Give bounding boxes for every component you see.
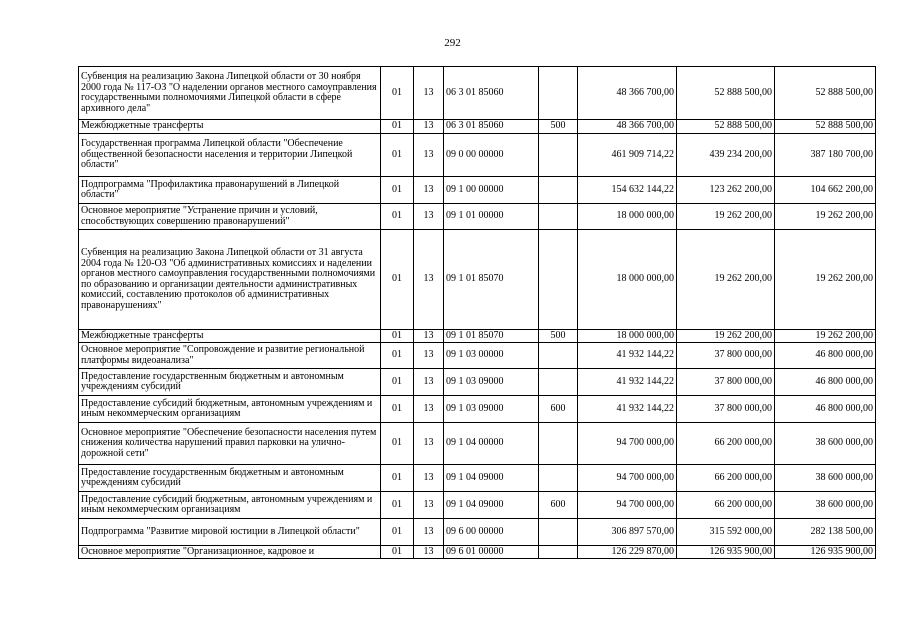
row-subsection-code: 13 — [414, 369, 444, 396]
row-amount-year-2: 123 262 200,00 — [677, 177, 775, 204]
row-subsection-code: 13 — [414, 465, 444, 492]
row-expense-type-code — [539, 343, 578, 369]
row-amount-year-1: 18 000 000,00 — [578, 204, 677, 230]
row-target-article-code: 09 1 01 00000 — [444, 204, 539, 230]
row-target-article-code: 06 3 01 85060 — [444, 120, 539, 134]
table-row — [79, 67, 876, 120]
row-section-code: 01 — [381, 519, 414, 546]
row-target-article-code: 09 1 01 85070 — [444, 330, 539, 343]
row-section-code: 01 — [381, 396, 414, 423]
row-amount-year-3: 38 600 000,00 — [775, 465, 876, 492]
row-amount-year-2: 439 234 200,00 — [677, 134, 775, 177]
row-name: Предоставление субсидий бюджетным, автономным учреждениям и иным некоммерческим организациям — [79, 396, 381, 423]
row-amount-year-3: 19 262 200,00 — [775, 230, 876, 330]
row-target-article-code: 09 1 00 00000 — [444, 177, 539, 204]
table-row — [79, 396, 876, 423]
row-amount-year-3: 52 888 500,00 — [775, 120, 876, 134]
row-section-code: 01 — [381, 120, 414, 134]
row-amount-year-2: 52 888 500,00 — [677, 120, 775, 134]
table-row — [79, 546, 876, 559]
row-amount-year-1: 48 366 700,00 — [578, 120, 677, 134]
row-amount-year-1: 154 632 144,22 — [578, 177, 677, 204]
row-amount-year-3: 46 800 000,00 — [775, 343, 876, 369]
row-amount-year-3: 46 800 000,00 — [775, 369, 876, 396]
row-target-article-code: 06 3 01 85060 — [444, 67, 539, 120]
table-row — [79, 177, 876, 204]
row-expense-type-code: 600 — [539, 396, 578, 423]
row-section-code: 01 — [381, 492, 414, 519]
table-row — [79, 519, 876, 546]
table-row — [79, 423, 876, 465]
row-target-article-code: 09 6 01 00000 — [444, 546, 539, 559]
row-expense-type-code — [539, 230, 578, 330]
row-amount-year-3: 19 262 200,00 — [775, 330, 876, 343]
row-amount-year-2: 19 262 200,00 — [677, 204, 775, 230]
row-target-article-code: 09 1 04 09000 — [444, 492, 539, 519]
row-amount-year-1: 94 700 000,00 — [578, 423, 677, 465]
row-subsection-code: 13 — [414, 330, 444, 343]
row-amount-year-2: 66 200 000,00 — [677, 492, 775, 519]
row-expense-type-code — [539, 519, 578, 546]
row-expense-type-code — [539, 67, 578, 120]
row-amount-year-1: 48 366 700,00 — [578, 67, 677, 120]
row-name: Предоставление государственным бюджетным и автономным учреждениям субсидий — [79, 465, 381, 492]
row-amount-year-3: 19 262 200,00 — [775, 204, 876, 230]
row-amount-year-1: 18 000 000,00 — [578, 230, 677, 330]
row-subsection-code: 13 — [414, 546, 444, 559]
table-row — [79, 465, 876, 492]
row-amount-year-1: 306 897 570,00 — [578, 519, 677, 546]
row-subsection-code: 13 — [414, 67, 444, 120]
row-amount-year-2: 19 262 200,00 — [677, 230, 775, 330]
row-amount-year-2: 19 262 200,00 — [677, 330, 775, 343]
row-amount-year-2: 315 592 000,00 — [677, 519, 775, 546]
row-amount-year-1: 18 000 000,00 — [578, 330, 677, 343]
row-subsection-code: 13 — [414, 134, 444, 177]
row-expense-type-code — [539, 204, 578, 230]
budget-table — [78, 66, 876, 559]
row-section-code: 01 — [381, 343, 414, 369]
row-name: Подпрограмма "Профилактика правонарушений в Липецкой области" — [79, 177, 381, 204]
row-amount-year-2: 37 800 000,00 — [677, 396, 775, 423]
row-amount-year-3: 52 888 500,00 — [775, 67, 876, 120]
row-name: Субвенция на реализацию Закона Липецкой области от 31 августа 2004 года № 120-ОЗ "Об административных комиссиях и наделении органов местного самоуправления государственными полномочиями по образованию и организации деятельности административных комиссий, составлению протоколов об административных правонарушениях" — [79, 230, 381, 330]
row-amount-year-3: 387 180 700,00 — [775, 134, 876, 177]
row-amount-year-1: 41 932 144,22 — [578, 396, 677, 423]
row-target-article-code: 09 6 00 00000 — [444, 519, 539, 546]
row-section-code: 01 — [381, 330, 414, 343]
row-name: Субвенция на реализацию Закона Липецкой области от 30 ноября 2000 года № 117-ОЗ "О наделении органов местного самоуправления государственными полномочиями Липецкой области в сфере архивного дела" — [79, 67, 381, 120]
row-subsection-code: 13 — [414, 396, 444, 423]
row-expense-type-code: 500 — [539, 120, 578, 134]
row-name: Подпрограмма "Развитие мировой юстиции в Липецкой области" — [79, 519, 381, 546]
table-row — [79, 330, 876, 343]
row-target-article-code: 09 1 04 00000 — [444, 423, 539, 465]
row-target-article-code: 09 1 03 09000 — [444, 369, 539, 396]
row-expense-type-code — [539, 369, 578, 396]
row-name: Основное мероприятие "Сопровождение и развитие региональной платформы видеоанализа" — [79, 343, 381, 369]
row-expense-type-code — [539, 546, 578, 559]
row-subsection-code: 13 — [414, 519, 444, 546]
row-amount-year-1: 461 909 714,22 — [578, 134, 677, 177]
row-expense-type-code: 600 — [539, 492, 578, 519]
row-name: Основное мероприятие "Организационное, кадровое и — [79, 546, 381, 559]
table-row — [79, 230, 876, 330]
table-row — [79, 204, 876, 230]
row-section-code: 01 — [381, 177, 414, 204]
table-row — [79, 120, 876, 134]
row-subsection-code: 13 — [414, 120, 444, 134]
table-row — [79, 134, 876, 177]
row-amount-year-2: 66 200 000,00 — [677, 423, 775, 465]
row-subsection-code: 13 — [414, 343, 444, 369]
table-row — [79, 369, 876, 396]
page-number: 292 — [444, 37, 461, 49]
row-section-code: 01 — [381, 369, 414, 396]
row-expense-type-code — [539, 423, 578, 465]
row-name: Предоставление субсидий бюджетным, автономным учреждениям и иным некоммерческим организациям — [79, 492, 381, 519]
row-section-code: 01 — [381, 204, 414, 230]
row-expense-type-code — [539, 177, 578, 204]
row-subsection-code: 13 — [414, 204, 444, 230]
row-amount-year-3: 104 662 200,00 — [775, 177, 876, 204]
row-amount-year-1: 126 229 870,00 — [578, 546, 677, 559]
table-row — [79, 343, 876, 369]
row-amount-year-2: 52 888 500,00 — [677, 67, 775, 120]
row-amount-year-3: 282 138 500,00 — [775, 519, 876, 546]
row-subsection-code: 13 — [414, 230, 444, 330]
table-row — [79, 492, 876, 519]
row-expense-type-code — [539, 465, 578, 492]
row-subsection-code: 13 — [414, 177, 444, 204]
row-target-article-code: 09 1 01 85070 — [444, 230, 539, 330]
row-amount-year-1: 41 932 144,22 — [578, 369, 677, 396]
row-target-article-code: 09 0 00 00000 — [444, 134, 539, 177]
row-name: Межбюджетные трансферты — [79, 120, 381, 134]
row-expense-type-code: 500 — [539, 330, 578, 343]
row-amount-year-2: 37 800 000,00 — [677, 369, 775, 396]
row-name: Основное мероприятие "Обеспечение безопасности населения путем снижения количества нарушений правил парковки на улично-дорожной сети" — [79, 423, 381, 465]
row-name: Государственная программа Липецкой области "Обеспечение общественной безопасности населения и территории Липецкой области" — [79, 134, 381, 177]
row-amount-year-3: 38 600 000,00 — [775, 492, 876, 519]
row-target-article-code: 09 1 03 00000 — [444, 343, 539, 369]
row-section-code: 01 — [381, 465, 414, 492]
row-amount-year-3: 126 935 900,00 — [775, 546, 876, 559]
row-amount-year-1: 94 700 000,00 — [578, 492, 677, 519]
row-section-code: 01 — [381, 423, 414, 465]
row-section-code: 01 — [381, 230, 414, 330]
row-name: Предоставление государственным бюджетным и автономным учреждениям субсидий — [79, 369, 381, 396]
row-expense-type-code — [539, 134, 578, 177]
row-amount-year-1: 94 700 000,00 — [578, 465, 677, 492]
row-section-code: 01 — [381, 134, 414, 177]
row-amount-year-2: 66 200 000,00 — [677, 465, 775, 492]
row-target-article-code: 09 1 04 09000 — [444, 465, 539, 492]
row-subsection-code: 13 — [414, 492, 444, 519]
row-amount-year-1: 41 932 144,22 — [578, 343, 677, 369]
row-section-code: 01 — [381, 67, 414, 120]
row-target-article-code: 09 1 03 09000 — [444, 396, 539, 423]
row-name: Межбюджетные трансферты — [79, 330, 381, 343]
row-section-code: 01 — [381, 546, 414, 559]
row-amount-year-2: 37 800 000,00 — [677, 343, 775, 369]
row-amount-year-3: 38 600 000,00 — [775, 423, 876, 465]
row-subsection-code: 13 — [414, 423, 444, 465]
row-amount-year-3: 46 800 000,00 — [775, 396, 876, 423]
row-name: Основное мероприятие "Устранение причин и условий, способствующих совершению правонарушений" — [79, 204, 381, 230]
row-amount-year-2: 126 935 900,00 — [677, 546, 775, 559]
